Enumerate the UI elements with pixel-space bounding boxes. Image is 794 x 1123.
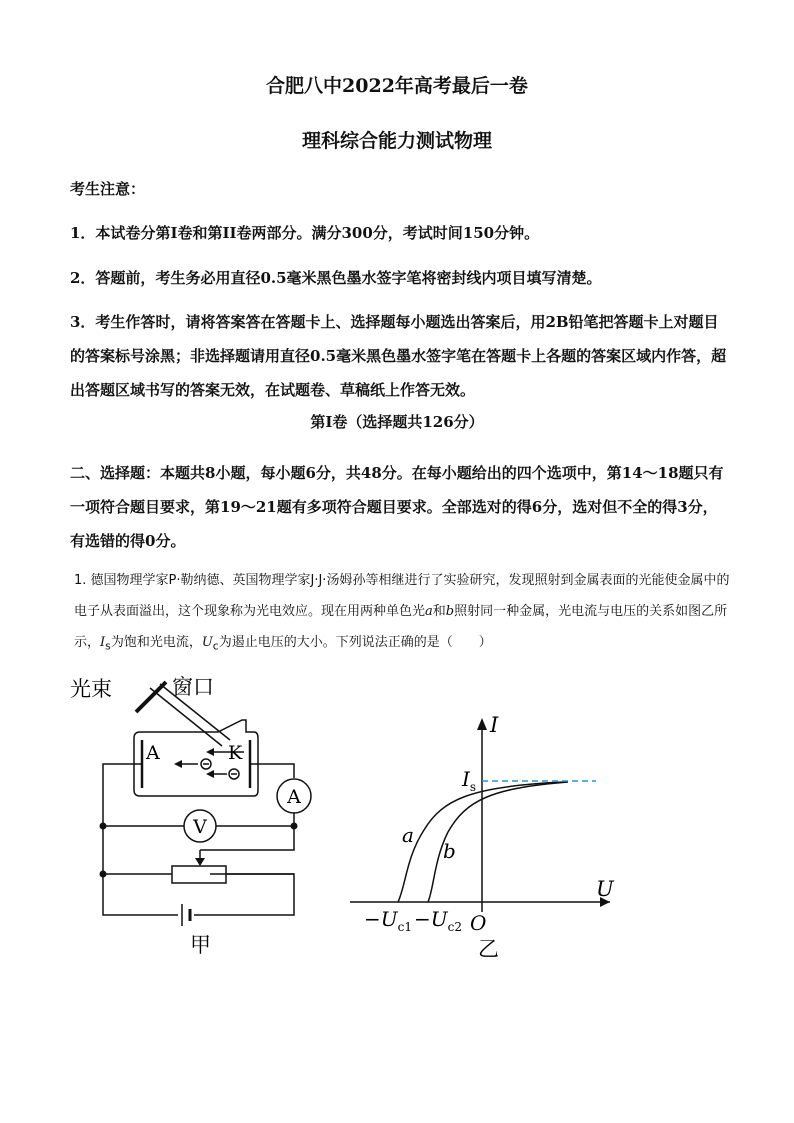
notice-item-3: 3．考生作答时，请将答案答在答题卡上、选择题每小题选出答案后，用2B铅笔把答题卡上对题目的答案标号涂黑；非选择题请用直径0.5毫米黑色墨水签字笔在答题卡上各题的答案区域内作答，超出答题区域书写的答案无效，在试题卷、草稿纸上作答无效。 (70, 313, 727, 399)
label-window: 窗口 (172, 675, 214, 699)
i-axis-arrow (477, 718, 487, 730)
notice-item-2: 2．答题前，考生务必用直径0.5毫米黑色墨水签字笔将密封线内项目填写清楚。 (70, 269, 602, 287)
uc2-label: $-U_{c2}$ (414, 907, 462, 934)
question-1-text: 1. 德国物理学家P·勒纳德、英国物理学家J·J·汤姆孙等相继进行了实验研究，发现照射到金属表面的光能使金属中的电子从表面溢出，这个现象称为光电效应。现在用两种单色光a和b照射同一种金属，光电流与电压的关系如图乙所示，$I_s$为饱和光电流，$U_c$为遏止电压的大小。下列说法正确的是（ ） (74, 573, 730, 653)
voltmeter-symbol: V (193, 816, 207, 838)
label-light-beam: 光束 (70, 677, 112, 701)
axis-i-label: I (490, 713, 499, 737)
curve-a-label: a (402, 823, 414, 847)
part2-intro: 二、选择题：本题共8小题，每小题6分，共48分。在每小题给出的四个选项中，第14～18题只有一项符合题目要求，第19～21题有多项符合题目要求。全部选对的得6分，选对但不全的得3分，有选错的得0分。 (70, 464, 724, 550)
notice-item-1: 1．本试卷分第Ⅰ卷和第ⅠⅠ卷两部分。满分300分，考试时间150分钟。 (70, 224, 540, 242)
curve-b-label: b (443, 839, 456, 863)
label-anode: A (146, 742, 160, 764)
exam-title: 合肥八中2022年高考最后一卷 (266, 75, 528, 97)
notice-heading: 考生注意： (70, 180, 146, 198)
origin-label: O (470, 911, 487, 935)
question-1-figures (0, 660, 794, 960)
axis-u-label: U (596, 877, 614, 901)
label-cathode: K (228, 742, 243, 764)
figure-jia-circuit (103, 682, 311, 926)
caption-jia: 甲 (190, 933, 211, 957)
uc1-label: $-U_{c1}$ (364, 907, 412, 934)
is-label: $I_s$ (462, 767, 477, 794)
section-title: 第Ⅰ卷（选择题共126分） (310, 413, 484, 431)
exam-subtitle: 理科综合能力测试物理 (301, 130, 492, 152)
figure-yi-graph (350, 720, 610, 912)
ammeter-symbol: A (287, 786, 301, 808)
caption-yi: 乙 (478, 937, 499, 960)
